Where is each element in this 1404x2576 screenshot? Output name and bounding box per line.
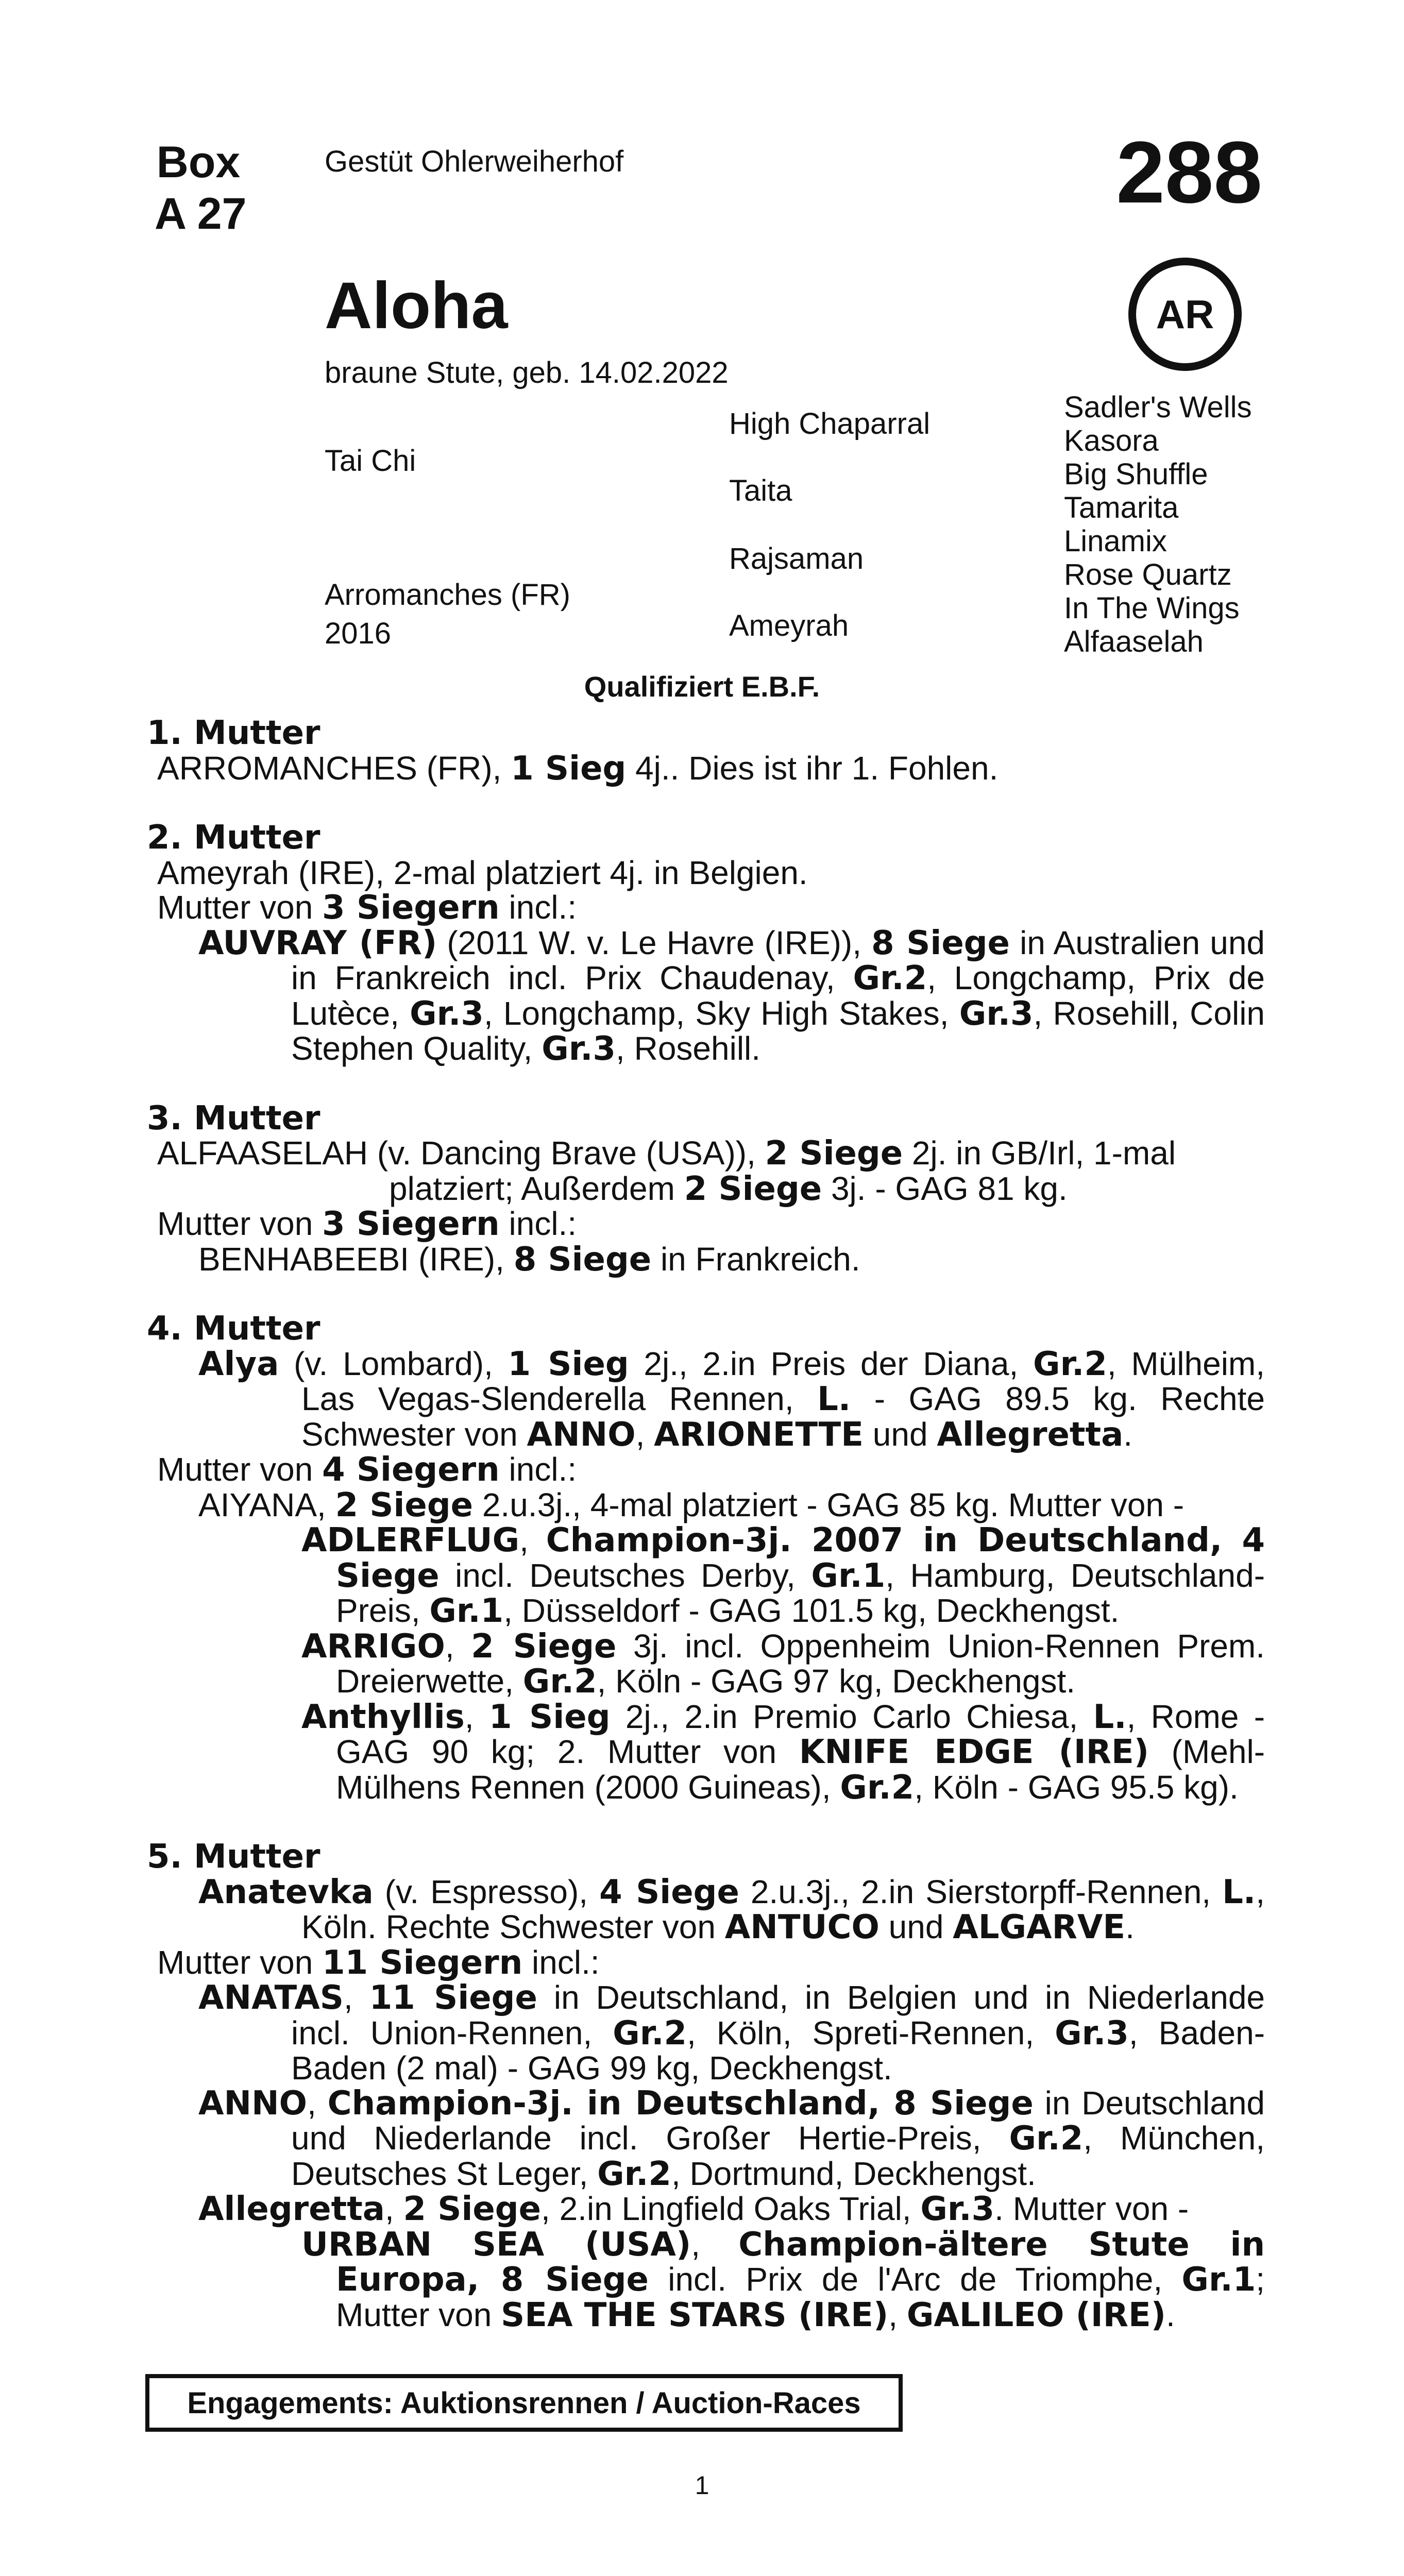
pedigree-great-grandparent: Sadler's Wells xyxy=(1064,391,1252,424)
pedigree-grandparent: Rajsaman xyxy=(729,542,864,575)
pedigree-sire: Tai Chi xyxy=(325,444,416,478)
pedigree-great-grandparent: Alfaaselah xyxy=(1064,625,1204,658)
engagements-text: Engagements: Auktionsrennen / Auction-Races xyxy=(187,2386,861,2420)
m2-foal: AUVRAY (FR) (2011 W. v. Le Havre (IRE)), 8 Siege in Australien und in Frankreich incl. Prix Chaudenay, Gr.2, Longchamp, Prix de Lutèce, Gr.3, Longchamp, Sky High Stakes, Gr.3, Rosehill, Colin Stephen Quality, Gr.3, Rosehill. xyxy=(198,924,1265,1068)
m5-foal: ANNO, Champion-3j. in Deutschland, 8 Siege in Deutschland und Niederlande incl. Großer Hertie-Preis, Gr.2, München, Deutsches St Leger, Gr.2, Dortmund, Deckhengst. xyxy=(198,2084,1265,2193)
engagements-box xyxy=(145,2374,903,2432)
pedigree-grandparent: Taita xyxy=(729,474,792,507)
section-heading: 4. Mutter xyxy=(147,1310,320,1348)
m2-mother-of: Mutter von 3 Siegern incl.: xyxy=(157,889,577,927)
pedigree-great-grandparent: Kasora xyxy=(1064,424,1159,457)
box-line1: Box xyxy=(156,138,241,187)
qualification: Qualifiziert E.B.F. xyxy=(584,670,820,703)
pedigree-great-grandparent: In The Wings xyxy=(1064,591,1240,625)
pedigree-great-grandparent: Tamarita xyxy=(1064,491,1179,524)
m3-foal: BENHABEEBI (IRE), 8 Siege in Frankreich. xyxy=(198,1240,860,1279)
pedigree-great-grandparent: Rose Quartz xyxy=(1064,558,1232,591)
pedigree-dam-year: 2016 xyxy=(325,617,392,650)
m4-mother-of: Mutter von 4 Siegern incl.: xyxy=(157,1451,577,1489)
m4-line: Alya (v. Lombard), 1 Sieg 2j., 2.in Preis der Diana, Gr.2, Mülheim, Las Vegas-Slenderella Rennen, L. - GAG 89.5 kg. Rechte Schwester von ANNO, ARIONETTE und Allegretta. xyxy=(198,1345,1265,1454)
ar-badge-text: AR xyxy=(1156,291,1214,337)
family-text xyxy=(147,716,1265,2333)
m5-foal: Allegretta, 2 Siege, 2.in Lingfield Oaks Trial, Gr.3. Mutter von - xyxy=(198,2190,1189,2228)
m5-foal: ANATAS, 11 Siege in Deutschland, in Belgien und in Niederlande incl. Union-Rennen, Gr.2, Köln, Spreti-Rennen, Gr.3, Baden-Baden (2 mal) - GAG 99 kg, Deckhengst. xyxy=(198,1979,1265,2087)
horse-description: braune Stute, geb. 14.02.2022 xyxy=(325,356,729,389)
m2-line: Ameyrah (IRE), 2-mal platziert 4j. in Belgien. xyxy=(157,854,808,891)
box-label xyxy=(155,137,247,240)
m3-mother-of: Mutter von 3 Siegern incl.: xyxy=(157,1205,577,1243)
pedigree-great-grandparent: Big Shuffle xyxy=(1064,457,1208,491)
section-heading: 2. Mutter xyxy=(147,819,320,857)
m5-foal-offspring: URBAN SEA (USA), Champion-ältere Stute in Europa, 8 Siege incl. Prix de l'Arc de Triomphe, Gr.1; Mutter von SEA THE STARS (IRE), GALILEO (IRE). xyxy=(301,2225,1265,2334)
m1-line: ARROMANCHES (FR), 1 Sieg 4j.. Dies ist ihr 1. Fohlen. xyxy=(157,749,999,788)
m5-mother-of: Mutter von 11 Siegern incl.: xyxy=(157,1943,600,1982)
ar-badge xyxy=(1128,258,1242,371)
stud-name: Gestüt Ohlerweiherhof xyxy=(325,145,624,178)
box-line2: A 27 xyxy=(155,189,247,239)
m5-line: Anatevka (v. Espresso), 4 Siege 2.u.3j., 2.in Sierstorpff-Rennen, L., Köln. Rechte Schwester von ANTUCO und ALGARVE. xyxy=(198,1873,1265,1946)
section-heading: 1. Mutter xyxy=(147,714,320,752)
m4-foal: AIYANA, 2 Siege 2.u.3j., 4-mal platziert - GAG 85 kg. Mutter von - xyxy=(198,1486,1185,1524)
pedigree-grandparent: Ameyrah xyxy=(729,609,849,642)
m3-line: ALFAASELAH (v. Dancing Brave (USA)), 2 Siege 2j. in GB/Irl, 1-mal platziert; Außerdem 2 Siege 3j. - GAG 81 kg. xyxy=(157,1134,1176,1208)
pedigree-dam: Arromanches (FR) xyxy=(325,578,570,612)
page-number: 1 xyxy=(695,2471,709,2500)
pedigree-grandparent: High Chaparral xyxy=(729,407,931,440)
section-heading: 5. Mutter xyxy=(147,1838,320,1876)
pedigree-great-grandparent: Linamix xyxy=(1064,524,1167,558)
section-heading: 3. Mutter xyxy=(147,1099,320,1138)
lot-number: 288 xyxy=(1116,124,1262,222)
horse-name: Aloha xyxy=(325,269,508,343)
m4-foal-offspring: ADLERFLUG, Champion-3j. 2007 in Deutschland, 4 Siege incl. Deutsches Derby, Gr.1, Hamburg, Deutschland-Preis, Gr.1, Düsseldorf - GAG 101.5 kg, Deckhengst. ARRIGO, 2 Siege 3j. incl. Oppenheim Union-Rennen Prem. Dreierwette, Gr.2, Köln - GAG 97 kg, Deckhengst. Anthyllis, 1 Sieg 2j., 2.in Premio Carlo Chiesa, L., Rome - GAG 90 kg; 2. Mutter von KNIFE EDGE (IRE) (Mehl-Mülhens Rennen (2000 Guineas), Gr.2, Köln - GAG 95.5 kg). xyxy=(301,1521,1265,1807)
